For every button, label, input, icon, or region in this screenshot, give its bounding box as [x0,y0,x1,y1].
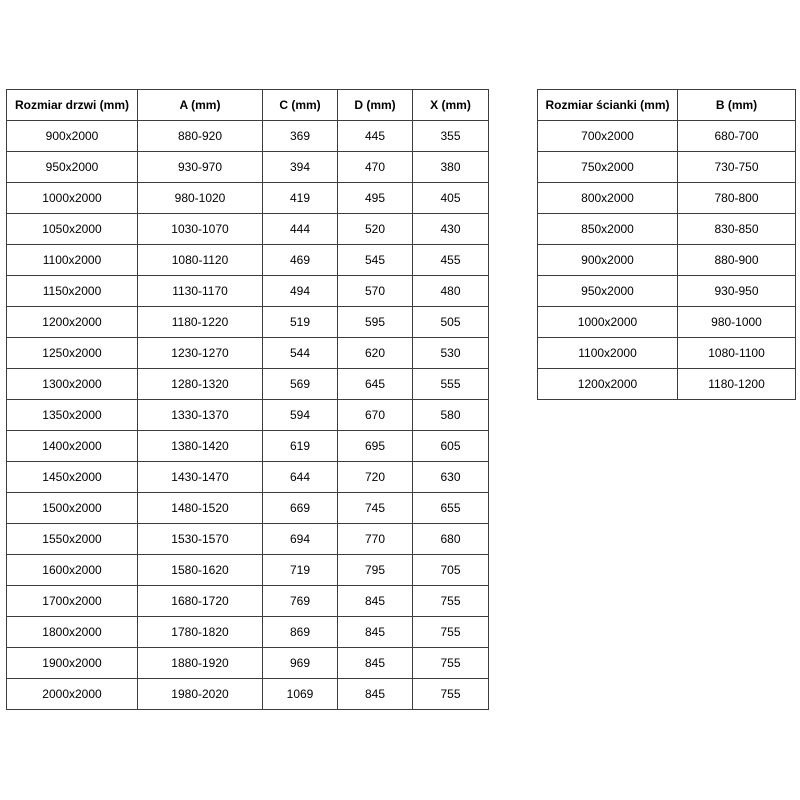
table-cell: 1030-1070 [138,214,263,245]
table-cell: 419 [263,183,338,214]
table-cell: 1200x2000 [7,307,138,338]
table-cell: 470 [338,152,413,183]
table-cell: 1069 [263,679,338,710]
wall-size-table [537,89,796,400]
table-row [7,307,489,338]
table-cell: 1180-1200 [678,369,796,400]
table-cell: 1180-1220 [138,307,263,338]
table-cell: 444 [263,214,338,245]
table-cell: 720 [338,462,413,493]
column-header: A (mm) [138,90,263,121]
table-cell: 1230-1270 [138,338,263,369]
table-cell: 355 [413,121,489,152]
table-cell: 745 [338,493,413,524]
table-cell: 1800x2000 [7,617,138,648]
table-row [538,338,796,369]
table-cell: 655 [413,493,489,524]
table-cell: 469 [263,245,338,276]
column-header: Rozmiar drzwi (mm) [7,90,138,121]
table-cell: 670 [338,400,413,431]
table-row [538,245,796,276]
table-cell: 845 [338,679,413,710]
table-row [7,524,489,555]
table-cell: 680 [413,524,489,555]
table-cell: 1130-1170 [138,276,263,307]
table-cell: 730-750 [678,152,796,183]
table-cell: 750x2000 [538,152,678,183]
table-cell: 1530-1570 [138,524,263,555]
table-row [538,276,796,307]
table-cell: 445 [338,121,413,152]
table-cell: 830-850 [678,214,796,245]
table-cell: 594 [263,400,338,431]
table-cell: 519 [263,307,338,338]
table-cell: 980-1020 [138,183,263,214]
table-row [538,369,796,400]
table-cell: 1880-1920 [138,648,263,679]
table-cell: 580 [413,400,489,431]
table-cell: 544 [263,338,338,369]
table-cell: 2000x2000 [7,679,138,710]
table-cell: 930-970 [138,152,263,183]
table-cell: 669 [263,493,338,524]
table-row [7,586,489,617]
table-cell: 380 [413,152,489,183]
table-cell: 755 [413,679,489,710]
table-cell: 369 [263,121,338,152]
table-cell: 530 [413,338,489,369]
table-cell: 1330-1370 [138,400,263,431]
table-cell: 430 [413,214,489,245]
table-cell: 950x2000 [7,152,138,183]
table-row [7,276,489,307]
table-cell: 1900x2000 [7,648,138,679]
table-cell: 969 [263,648,338,679]
table-row [538,183,796,214]
table-row [7,462,489,493]
table-row [538,152,796,183]
table-cell: 1150x2000 [7,276,138,307]
column-header: C (mm) [263,90,338,121]
table-cell: 869 [263,617,338,648]
table-cell: 1580-1620 [138,555,263,586]
door-size-table [6,89,489,710]
table-cell: 1680-1720 [138,586,263,617]
table-row [7,183,489,214]
table-cell: 1250x2000 [7,338,138,369]
table-row [7,648,489,679]
table-cell: 1980-2020 [138,679,263,710]
table-row [7,214,489,245]
door-table-header-row [7,90,489,121]
table-cell: 1550x2000 [7,524,138,555]
table-cell: 1480-1520 [138,493,263,524]
table-cell: 1080-1120 [138,245,263,276]
table-cell: 555 [413,369,489,400]
table-cell: 700x2000 [538,121,678,152]
table-cell: 480 [413,276,489,307]
table-row [7,431,489,462]
table-cell: 1200x2000 [538,369,678,400]
table-cell: 680-700 [678,121,796,152]
table-row [7,245,489,276]
table-cell: 455 [413,245,489,276]
table-row [7,555,489,586]
table-row [7,400,489,431]
table-cell: 520 [338,214,413,245]
table-cell: 1080-1100 [678,338,796,369]
table-cell: 1000x2000 [538,307,678,338]
table-cell: 770 [338,524,413,555]
table-cell: 755 [413,586,489,617]
column-header: Rozmiar ścianki (mm) [538,90,678,121]
table-row [538,121,796,152]
table-cell: 980-1000 [678,307,796,338]
table-cell: 394 [263,152,338,183]
table-cell: 505 [413,307,489,338]
table-cell: 795 [338,555,413,586]
table-cell: 769 [263,586,338,617]
column-header: B (mm) [678,90,796,121]
table-cell: 1500x2000 [7,493,138,524]
table-cell: 880-900 [678,245,796,276]
table-cell: 1780-1820 [138,617,263,648]
table-row [7,369,489,400]
table-cell: 405 [413,183,489,214]
table-cell: 1100x2000 [7,245,138,276]
table-row [7,679,489,710]
table-cell: 845 [338,648,413,679]
table-row [7,493,489,524]
table-cell: 620 [338,338,413,369]
wall-table-header-row [538,90,796,121]
table-cell: 1050x2000 [7,214,138,245]
table-cell: 605 [413,431,489,462]
table-cell: 1280-1320 [138,369,263,400]
table-cell: 930-950 [678,276,796,307]
table-cell: 900x2000 [538,245,678,276]
table-cell: 719 [263,555,338,586]
table-cell: 570 [338,276,413,307]
table-row [7,121,489,152]
table-row [538,307,796,338]
table-cell: 950x2000 [538,276,678,307]
table-cell: 1100x2000 [538,338,678,369]
table-cell: 619 [263,431,338,462]
table-row [538,214,796,245]
table-cell: 1000x2000 [7,183,138,214]
table-cell: 1600x2000 [7,555,138,586]
table-cell: 494 [263,276,338,307]
table-cell: 495 [338,183,413,214]
column-header: X (mm) [413,90,489,121]
table-cell: 1350x2000 [7,400,138,431]
column-header: D (mm) [338,90,413,121]
table-cell: 569 [263,369,338,400]
table-cell: 645 [338,369,413,400]
table-row [7,338,489,369]
table-cell: 644 [263,462,338,493]
table-cell: 755 [413,617,489,648]
table-cell: 705 [413,555,489,586]
table-cell: 1450x2000 [7,462,138,493]
table-cell: 1380-1420 [138,431,263,462]
table-cell: 780-800 [678,183,796,214]
table-cell: 845 [338,586,413,617]
table-cell: 595 [338,307,413,338]
table-row [7,617,489,648]
table-cell: 1300x2000 [7,369,138,400]
table-cell: 850x2000 [538,214,678,245]
table-cell: 755 [413,648,489,679]
table-cell: 630 [413,462,489,493]
table-cell: 694 [263,524,338,555]
table-cell: 800x2000 [538,183,678,214]
table-cell: 545 [338,245,413,276]
table-cell: 695 [338,431,413,462]
table-cell: 1430-1470 [138,462,263,493]
table-cell: 1400x2000 [7,431,138,462]
table-cell: 1700x2000 [7,586,138,617]
table-row [7,152,489,183]
table-cell: 845 [338,617,413,648]
table-cell: 900x2000 [7,121,138,152]
table-cell: 880-920 [138,121,263,152]
